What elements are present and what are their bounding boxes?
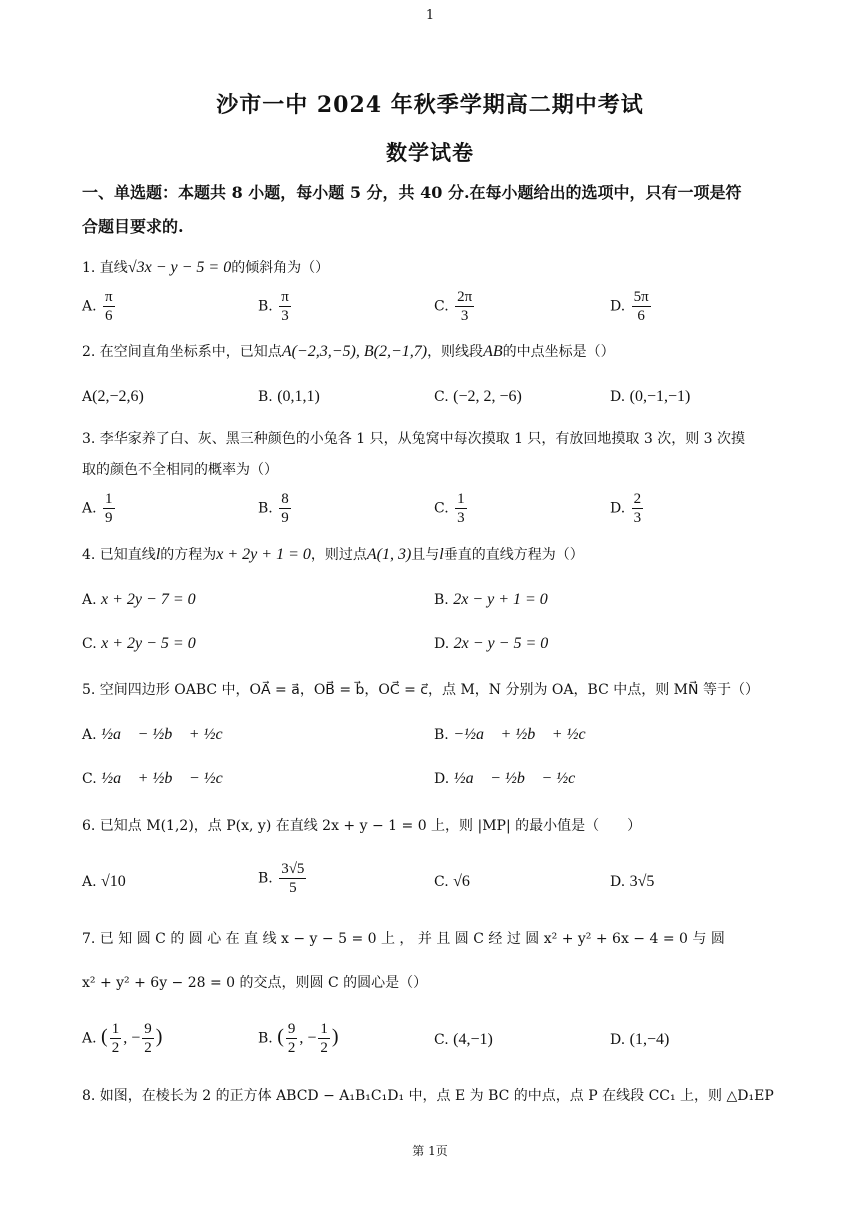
question-7-stem-line1: 7. 已 知 圆 C 的 圆 心 在 直 线 x − y − 5 = 0 上 ， 并 且 圆 C 经 过 圆 x² + y² + 6x − 4 = 0 与 圆 <box>82 931 725 947</box>
q3-option-c: C. $\frac{1}{3}$ <box>434 491 465 526</box>
q5-option-c: C. ½a⃗ + ½b⃗ − ½c⃗ <box>82 770 236 787</box>
q1-option-b: B. $\frac{\pi}{3}$ <box>258 289 289 324</box>
q2-option-c: C. (−2, 2, −6) <box>434 388 522 405</box>
question-5-stem: 5. 空间四边形 OABC 中，OA⃗ = a⃗，OB⃗ = b⃗，OC⃗ = c⃗，点 M，N 分别为 OA，BC 中点，则 MN⃗ 等于（） <box>82 682 759 698</box>
q4-option-d: D. 2x − y − 5 = 0 <box>434 635 549 652</box>
q4-option-a: A. x + 2y − 7 = 0 <box>82 591 196 608</box>
q7-option-a: A. ( $\frac{1}{2}$ , − $\frac{9}{2}$ ) <box>82 1021 163 1056</box>
q6-option-d: D. 3√5 <box>610 873 655 890</box>
q4-option-b: B. 2x − y + 1 = 0 <box>434 591 548 608</box>
q1-option-c: C. $\frac{2\pi}{3}$ <box>434 289 473 324</box>
question-8-stem: 8. 如图，在棱长为 2 的正方体 ABCD − A₁B₁C₁D₁ 中，点 E 为 BC 的中点，点 P 在线段 CC₁ 上，则 △D₁EP <box>82 1088 774 1104</box>
q4-option-c: C. x + 2y − 5 = 0 <box>82 635 196 652</box>
section-header-line2: 合题目要求的. <box>82 217 184 236</box>
q2-option-a: A(2,−2,6) <box>82 388 144 405</box>
q6-option-a: A. √10 <box>82 873 126 890</box>
question-3-stem-line2: 取的颜色不全相同的概率为（） <box>82 462 278 478</box>
q5-option-a: A. ½a⃗ − ½b⃗ + ½c⃗ <box>82 726 236 743</box>
question-4-stem: 4. 已知直线l的方程为x + 2y + 1 = 0，则过点A(1, 3)且与l垂直的直线方程为（） <box>82 546 584 563</box>
question-6-stem: 6. 已知点 M(1,2)，点 P(x, y) 在直线 2x + y − 1 = 0 上，则 |MP| 的最小值是（ ） <box>82 818 642 834</box>
question-2-stem: 2. 在空间直角坐标系中，已知点A(−2,3,−5), B(2,−1,7)，则线段AB的中点坐标是（） <box>82 343 615 360</box>
q3-option-d: D. $\frac{2}{3}$ <box>610 491 642 526</box>
q1-option-a: A. $\frac{\pi}{6}$ <box>82 289 113 324</box>
q3-option-a: A. $\frac{1}{9}$ <box>82 491 113 526</box>
exam-subtitle: 数学试卷 <box>386 140 474 165</box>
exam-title: 沙市一中 2024 年秋季学期高二期中考试 <box>216 92 644 118</box>
q5-option-b: B. −½a⃗ + ½b⃗ + ½c⃗ <box>434 726 599 743</box>
q2-option-d: D. (0,−1,−1) <box>610 388 691 405</box>
page-footer: 第 1页 <box>412 1144 448 1158</box>
question-1-stem: 1. 直线√3x − y − 5 = 0的倾斜角为（） <box>82 259 330 276</box>
page-number-top: 1 <box>425 8 435 23</box>
q7-option-c: C. (4,−1) <box>434 1031 493 1048</box>
section-header-line1: 一、单选题：本题共 8 小题，每小题 5 分，共 40 分.在每小题给出的选项中，只有一项是符 <box>82 183 742 202</box>
q1-option-d: D. $\frac{5\pi}{6}$ <box>610 289 649 324</box>
q2-option-b: B. (0,1,1) <box>258 388 320 405</box>
question-7-stem-line2: x² + y² + 6y − 28 = 0 的交点，则圆 C 的圆心是（） <box>82 975 428 991</box>
q7-option-d: D. (1,−4) <box>610 1031 670 1048</box>
q6-option-c: C. √6 <box>434 873 470 890</box>
question-3-stem-line1: 3. 李华家养了白、灰、黑三种颜色的小兔各 1 只，从兔窝中每次摸取 1 只，有放回地摸取 3 次，则 3 次摸 <box>82 431 746 447</box>
q3-option-b: B. $\frac{8}{9}$ <box>258 491 289 526</box>
q6-option-b: B. $\frac{3√5}{5}$ <box>258 861 305 896</box>
q7-option-b: B. ( $\frac{9}{2}$ , − $\frac{1}{2}$ ) <box>258 1021 339 1056</box>
q5-option-d: D. ½a⃗ − ½b⃗ − ½c⃗ <box>434 770 588 787</box>
